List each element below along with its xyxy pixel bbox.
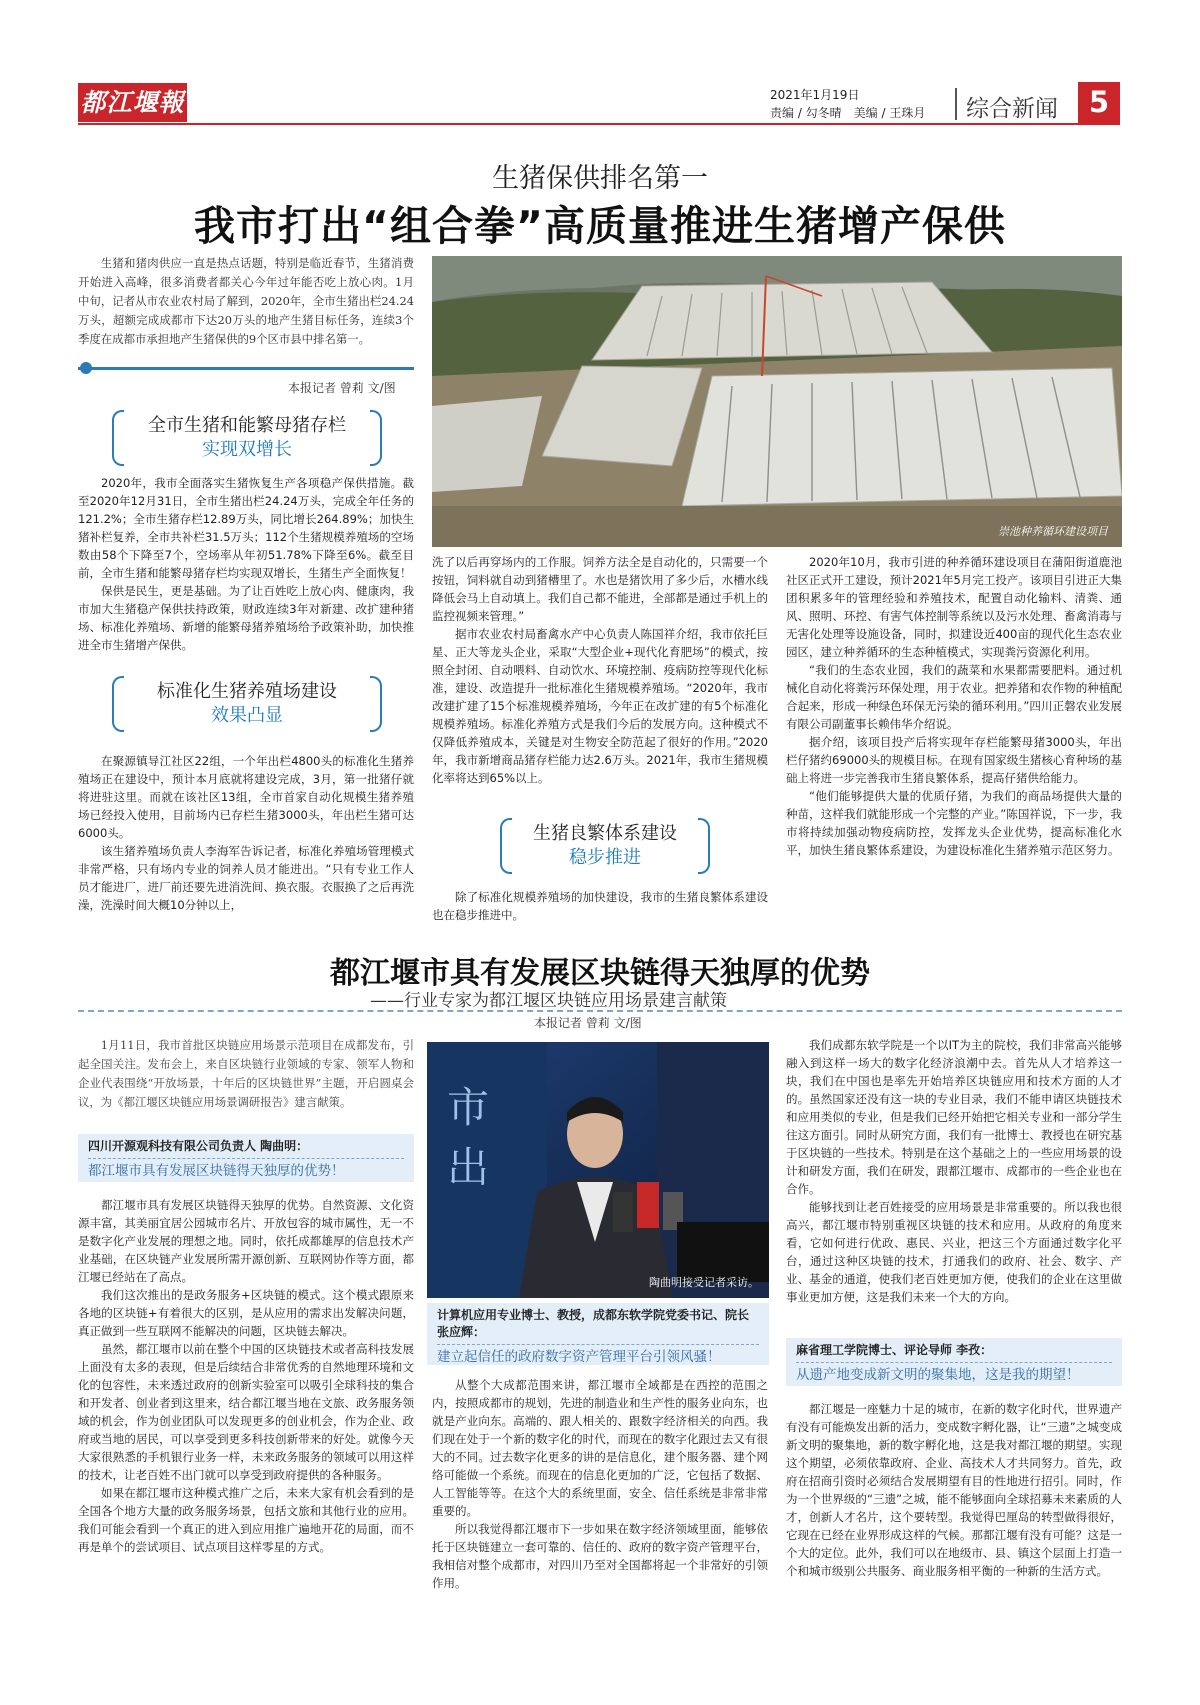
- quote-box-zhang: [427, 1303, 769, 1365]
- bracket-left: [112, 410, 124, 466]
- article1-col2b: [432, 888, 768, 924]
- paragraph: 保供是民生，更是基础。为了让百姓吃上放心肉、健康肉，我市加大生猪稳产保供扶持政策，财政连续3年对新建、改扩建种猪场、标准化养殖场、新增的能繁母猪养殖场给予政策补助，加快推进全市生猪增产保供。: [78, 584, 414, 652]
- lead-rule: [78, 367, 414, 370]
- article2-col3b: [786, 1400, 1122, 1580]
- article2-title: 都江堰市具有发展区块链得天独厚的优势: [330, 956, 870, 991]
- paragraph: 除了标准化规模养殖场的加快建设，我市的生猪良繁体系建设也在稳步推进中。: [432, 890, 768, 922]
- paragraph: 2020年，我市全面落实生猪恢复生产各项稳产保供措施。截至2020年12月31日，全市生猪出栏24.24万头，完成全年任务的121.2%；全市生猪存栏12.89万头，同比增长264.89%；加快生猪补栏复养，全市共补栏31.5万头；112个生猪规模养殖场的空场数由58个下降至7个，空场率从年初51.78%下降至6%。截至目前，全市生猪和能繁母猪存栏均实现双增长，生猪生产全面恢复！: [78, 476, 414, 580]
- article2-col3: [786, 1036, 1122, 1306]
- article2-byline: 本报记者 曾莉 文/图: [534, 1016, 642, 1030]
- paragraph: “我们的生态农业园，我们的蔬菜和水果都需要肥料。通过机械化自动化将粪污环保处理，用于农业。把养猪和农作物的种植配合起来，形成一种绿色环保无污染的循环利用。”四川正磐农业发展有限公司副董事长赖伟华介绍说。: [786, 663, 1122, 731]
- paragraph: 我们成都东软学院是一个以IT为主的院校，我们非常高兴能够融入到这样一场大的数字化经济浪潮中去。首先从人才培养这一块，我们在中国也是率先开始培养区块链应用和技术方面的人才的。虽然国家还没有这一块的专业目录，我们不能申请区块链技术和应用类似的专业，但是我们已经开始把它相关专业和一部分学生往这方面引。同时从研究方面，我们有一批博士、教授也在研究基于区块链的一些技术。特别是在这个基础之上的一些应用场景的设计和研发方面，我们在研发，跟都江堰市、成都市的一些企业也在合作。: [786, 1038, 1122, 1196]
- article1-lead: 生猪和猪肉供应一直是热点话题，特别是临近春节，生猪消费开始进入高峰，很多消费者都关心今年过年能否吃上放心肉。1月中旬，记者从市农业农村局了解到，2020年，全市生猪出栏24.24万头，超额完成成都市下达20万头的地产生猪目标任务，连续3个季度在成都市承担地产生猪保供的9个区市县中排名第一。: [78, 256, 414, 346]
- article1-col1: [78, 474, 414, 654]
- header-rule: [78, 123, 1120, 125]
- article1-col1b: [78, 752, 414, 914]
- paragraph: 所以我觉得都江堰市下一步如果在数字经济领域里面，能够依托于区块链建立一套可靠的、信任的、政府的数字资产管理平台，我相信对整个成都市，对四川乃至对全国都将起一个非常好的引领作用。: [432, 1522, 768, 1590]
- editors-credit: 责编 / 勾冬晴 美编 / 王珠月: [770, 106, 926, 120]
- lead-rule-dot: [80, 362, 92, 374]
- subhead-line1: 生猪良繁体系建设: [533, 823, 677, 844]
- article2-col1: [78, 1196, 414, 1556]
- subhead-line1: 标准化生猪养殖场建设: [157, 681, 337, 702]
- article2-subtitle: ——行业专家为都江堰区块链应用场景建言献策: [370, 991, 727, 1011]
- svg-text:出: 出: [447, 1143, 490, 1192]
- interview-photo: [427, 1042, 769, 1298]
- article2-lead: 1月11日，我市首批区块链应用场景示范项目在成都发布，引起全国关注。发布会上，来自区块链行业领域的专家、领军人物和企业代表围绕“开放场景，十年后的区块链世界”主题，开启圆桌会议，为《都江堰区块链应用场景调研报告》建言献策。: [78, 1038, 414, 1109]
- paragraph: 都江堰是一座魅力十足的城市，在新的数字化时代，世界遗产有没有可能焕发出新的活力，变成数字孵化器，让“三遗”之城变成新文明的聚集地，新的数字孵化地，这是我对都江堰的期望。实现这个期望，必须依靠政府、企业、高技术人才共同努力。首先，政府在招商引资时必须结合发展期望有目的性地进行招引。同时，作为一个世界级的“三遗”之城，能不能够面向全球招募未来素质的人才，创新人才名片，这个要转型。我觉得巴厘岛的转型做得很好，它现在已经在业界形成这样的气候。那都江堰有没有可能？这是一个大的定位。此外，我们可以在地级市、县、镇这个层面上打造一个和城市级别公共服务、商业服务相平衡的一种新的生活方式。: [786, 1402, 1122, 1578]
- quote-speaker: 四川开源观科技有限公司负责人 陶曲明：: [88, 1139, 309, 1153]
- bracket-left: [500, 818, 512, 874]
- subhead-line2: 效果凸显: [211, 705, 283, 726]
- masthead-divider: [955, 88, 957, 120]
- paragraph: 2020年10月，我市引进的种养循环建设项目在蒲阳街道鹿池社区正式开工建设，预计2021年5月完工投产。该项目引进正大集团积累多年的管理经验和养殖技术，配置自动化输料、清粪、通风、照明、环控、有害气体控制等系统以及污水处理、畜禽消毒与无害化处理等设施设备，同时，拟建设近400亩的现代化生态农业园区，建立种养循环的生态种植模式，实现粪污资源化利用。: [786, 555, 1122, 659]
- paragraph: 据市农业农村局畜禽水产中心负责人陈国祥介绍，我市依托巨星、正大等龙头企业，采取“大型企业+现代化育肥场”的模式，按照全封闭、自动喂料、自动饮水、环境控制、疫病防控等现代化标准，建设、改造提升一批标准化生猪规模养殖场。“2020年，我市改建扩建了15个标准规模养殖场，今年正在改扩建的有5个标准化规模养殖场。标准化养殖方式是我们今后的发展方向。这种模式不仅降低养殖成本，关键是对生物安全防范起了很好的作用。”2020年，我市新增商品猪存栏能力达2.6万头。2021年，我市生猪规模化率将达到65%以上。: [432, 627, 768, 785]
- article1-col3: [786, 553, 1122, 859]
- issue-date: 2021年1月19日: [770, 88, 860, 102]
- quote-text: 建立起信任的政府数字资产管理平台引领风骚！: [437, 1344, 759, 1367]
- subhead-line2: 实现双增长: [202, 439, 292, 460]
- photo1-caption: 崇池种养循环建设项目: [998, 525, 1108, 538]
- quote-speaker: 计算机应用专业博士、教授，成都东软学院党委书记、院长 张应辉：: [437, 1308, 750, 1339]
- pig-farm-aerial-photo: [432, 256, 1122, 547]
- paragraph: 都江堰市具有发展区块链得天独厚的优势。自然资源、文化资源丰富，其美丽宜居公园城市名片、开放包容的城市属性，无一不是数字化产业发展的理想之地。同时，依托成都雄厚的信息技术产业基础，在区块链产业发展所需开源创新、互联网协作等方面，都江堰已经站在了高点。: [78, 1198, 414, 1284]
- subhead-standard-farm: [112, 676, 382, 732]
- photo2-caption: 陶曲明接受记者采访。: [649, 1276, 759, 1289]
- subhead-line2: 稳步推进: [569, 847, 641, 868]
- bracket-right: [370, 676, 382, 732]
- article1-byline: 本报记者 曾莉 文/图: [288, 381, 396, 395]
- quote-box-li: [786, 1338, 1122, 1386]
- newspaper-logo: 都江堰報: [78, 83, 187, 122]
- bracket-left: [112, 676, 124, 732]
- paragraph: 据介绍，该项目投产后将实现年存栏能繁母猪3000头，年出栏仔猪约69000头的规模目标。在现有国家级生猪核心育种场的基础上将进一步完善我市生猪良繁体系，提高仔猪供给能力。: [786, 735, 1122, 785]
- page-number: 5: [1078, 82, 1120, 123]
- article1-kicker: 生猪保供排名第一: [492, 163, 708, 194]
- article1-col2: [432, 553, 768, 787]
- bracket-right: [370, 410, 382, 466]
- paragraph: 从整个大成都范围来讲，都江堰市全域都是在西控的范围之内，按照成都市的规划，先进的制造业和生产性的服务业向东，也就是产业向东。高端的、跟人相关的、跟数字经济相关的向西。我们现在处于一个新的数字化的时代，而现在的数字化跟过去又有很大的不同。过去数字化更多的讲的是信息化，建个服务器、建个网络可能做一个系统。而现在的信息化更加的广泛，它包括了数据、人工智能等等。在这个大的系统里面，安全、信任系统是非常非常重要的。: [432, 1378, 768, 1518]
- paragraph: 该生猪养殖场负责人李海军告诉记者，标准化养殖场管理模式非常严格，只有场内专业的饲养人员才能进出。“只有专业工作人员才能进厂，进厂前还要先进消洗间、换衣服。衣服换了之后再洗澡，洗澡时间大概10分钟以上，: [78, 844, 414, 912]
- paragraph: 洗了以后再穿场内的工作服。饲养方法全是自动化的，只需要一个按钮，饲料就自动到猪槽里了。水也是猪饮用了多少后，水槽水线降低会马上自动填上。我们自己都不能进，全部都是通过手机上的监控视频来管理。”: [432, 555, 768, 623]
- subhead-breeding-system: [500, 818, 710, 874]
- article2-col2: [432, 1376, 768, 1592]
- article1-title: 我市打出“组合拳”高质量推进生猪增产保供: [194, 202, 1006, 250]
- paragraph: “他们能够提供大量的优质仔猪，为我们的商品场提供大量的种苗，这样我们就能形成一个完整的产业。”陈国祥说，下一步，我市将持续加强动物疫病防控，发挥龙头企业优势，提高标准化水平，加快生猪良繁体系建设，为建设标准化生猪养殖示范区努力。: [786, 789, 1122, 857]
- paragraph: 如果在都江堰市这种模式推广之后，未来大家有机会看到的是全国各个地方大量的政务服务场景，包括文旅和其他行业的应用。我们可能会看到一个真正的进入到应用推广遍地开花的局面，而不再是单个的尝试项目、试点项目这样零星的方式。: [78, 1486, 414, 1554]
- paragraph: 我们这次推出的是政务服务+区块链的模式。这个模式跟原来各地的区块链+有着很大的区别，是从应用的需求出发解决问题，真正做到一些互联网不能解决的问题，区块链去解决。: [78, 1288, 414, 1338]
- paragraph: 虽然，都江堰市以前在整个中国的区块链技术或者高科技发展上面没有太多的表现，但是后续结合非常优秀的自然地理环境和文化的包容性，未来透过政府的创新实验室可以吸引全球科技的集合和开发者、创业者到这里来，结合都江堰当地在文旅、政务服务领域的机会，作为创业团队可以发现更多的创业机会，作为企业、政府或当地的居民，可以享受到更多科技创新带来的好处。就像今天大家很熟悉的手机银行业务一样，未来政务服务的领域可以用这样的技术，让老百姓不出门就可以享受到政府提供的各种服务。: [78, 1342, 414, 1482]
- subhead-line1: 全市生猪和能繁母猪存栏: [148, 415, 346, 436]
- quote-box-tao: [78, 1134, 414, 1182]
- svg-text:市: 市: [447, 1083, 490, 1132]
- paragraph: 能够找到让老百姓接受的应用场景是非常重要的。所以我也很高兴，都江堰市特别重视区块链的技术和应用。从政府的角度来看，它如何进行优政、惠民、兴业，把这三个方面通过数字化平台，通过这种区块链的技术，打通我们的政府、社会、数字、产业、基金的通道，使我们老百姓更加方便，使我们的企业在这里做事业更加方便，这是我们未来一个大的方向。: [786, 1200, 1122, 1304]
- quote-text: 从遗产地变成新文明的聚集地，这是我的期望！: [796, 1362, 1112, 1385]
- bracket-right: [698, 818, 710, 874]
- paragraph: 在聚源镇导江社区22组，一个年出栏4800头的标准化生猪养殖场正在建设中，预计本月底就将建设完成，3月，第一批猪仔就将进驻这里。而就在该社区13组，全市首家自动化规模生猪养殖场已经投入使用，目前场内已存栏生猪3000头，年出栏生猪可达6000头。: [78, 754, 414, 840]
- quote-speaker: 麻省理工学院博士、评论导师 李孜：: [796, 1343, 993, 1357]
- subhead-pig-stock: [112, 410, 382, 466]
- quote-text: 都江堰市具有发展区块链得天独厚的优势！: [88, 1158, 404, 1181]
- section-title: 综合新闻: [966, 96, 1058, 122]
